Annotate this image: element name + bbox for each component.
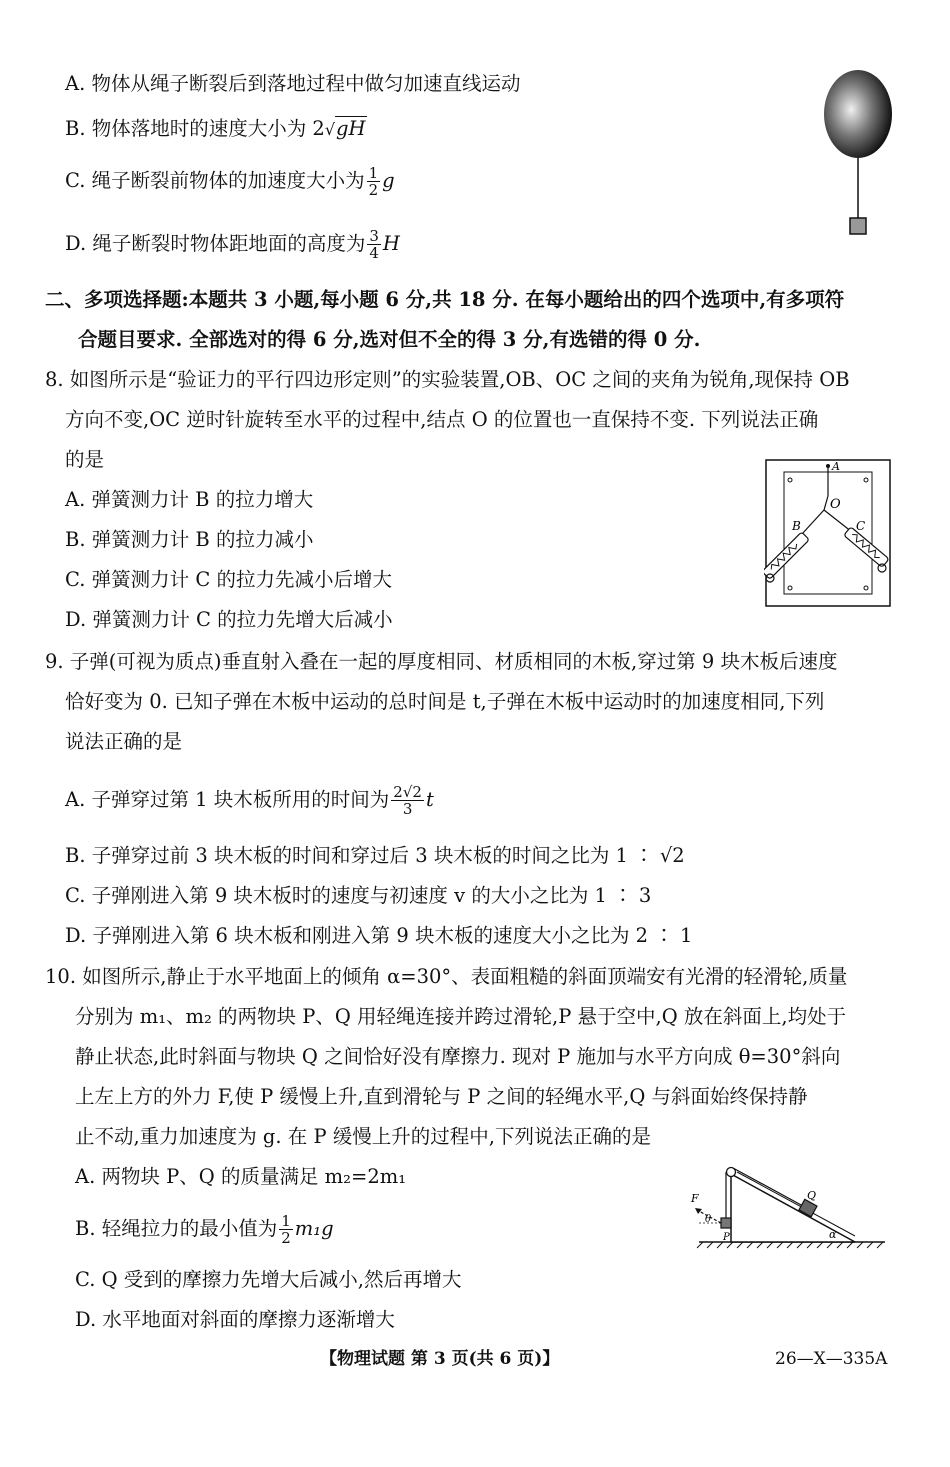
q9-stem-line3: 说法正确的是 [65, 730, 183, 753]
footer-exam-code: 26—X—335A [775, 1349, 888, 1369]
q9-option-a: A. 子弹穿过第 1 块木板所用的时间为 $\frac{2√2}{3}$ t [65, 783, 434, 818]
q8-option-c: C. 弹簧测力计 C 的拉力先减小后增大 [65, 568, 392, 591]
q9-option-b: B. 子弹穿过前 3 块木板的时间和穿过后 3 块木板的时间之比为 1 ∶ √2 [65, 844, 685, 867]
label-q: Q [807, 1189, 817, 1202]
label-alpha: α [829, 1228, 837, 1241]
label-f: F [691, 1192, 699, 1205]
label-theta: θ [705, 1214, 712, 1225]
q8-stem-line3: 的是 [65, 448, 105, 471]
force-board-figure [764, 458, 894, 610]
q7-option-d: D. 绳子断裂时物体距地面的高度为 $\frac{3}{4}$ H [65, 227, 400, 262]
q8-stem-line2: 方向不变,OC 逆时针旋转至水平的过程中,结点 O 的位置也一直保持不变. 下列说法正确 [65, 408, 819, 431]
balloon-figure [820, 68, 900, 240]
label-a: A [832, 460, 840, 473]
q9-option-c: C. 子弹刚进入第 9 块木板时的速度与初速度 v 的大小之比为 1 ∶ 3 [65, 884, 652, 907]
q8-option-d: D. 弹簧测力计 C 的拉力先增大后减小 [65, 608, 393, 631]
label-c: C [856, 519, 866, 533]
q10-option-a: A. 两物块 P、Q 的质量满足 m₂=2m₁ [75, 1165, 407, 1188]
block-p [721, 1218, 731, 1228]
section2-header-line1: 二、多项选择题:本题共 3 小题,每小题 6 分,共 18 分. 在每小题给出的四个选项中,有多项符 [45, 288, 845, 311]
weight-block [850, 218, 866, 234]
q10-stem-line2: 分别为 m₁、m₂ 的两物块 P、Q 用轻绳连接并跨过滑轮,P 悬于空中,Q 放在斜面上,均处于 [75, 1005, 847, 1028]
balloon-shape [824, 70, 892, 158]
q9-option-d: D. 子弹刚进入第 6 块木板和刚进入第 9 块木板的速度大小之比为 2 ∶ 1 [65, 924, 693, 947]
incline-figure [685, 1162, 890, 1252]
footer-page-info: 【物理试题 第 3 页(共 6 页)】 [320, 1349, 560, 1369]
section2-header-line2: 合题目要求. 全部选对的得 6 分,选对但不全的得 3 分,有选错的得 0 分. [78, 328, 701, 351]
force-f-arrowhead [695, 1208, 702, 1214]
q10-stem-line3: 静止状态,此时斜面与物块 Q 之间恰好没有摩擦力. 现对 P 施加与水平方向成 θ=30°斜向 [75, 1045, 841, 1068]
q8-stem-line1: 8. 如图所示是“验证力的平行四边形定则”的实验装置,OB、OC 之间的夹角为锐角,现保持 OB [45, 368, 850, 391]
q8-option-a: A. 弹簧测力计 B 的拉力增大 [65, 488, 314, 511]
q9-stem-line1: 9. 子弹(可视为质点)垂直射入叠在一起的厚度相同、材质相同的木板,穿过第 9 块木板后速度 [45, 650, 838, 673]
label-o: O [830, 497, 841, 512]
q8-option-b: B. 弹簧测力计 B 的拉力减小 [65, 528, 314, 551]
q10-option-b: B. 轻绳拉力的最小值为 $\frac{1}{2}$ m₁g [75, 1212, 334, 1247]
label-b: B [792, 519, 801, 533]
q7-option-c: C. 绳子断裂前物体的加速度大小为 $\frac{1}{2}$ g [65, 164, 395, 199]
q7-option-a: A. 物体从绳子断裂后到落地过程中做匀加速直线运动 [65, 72, 521, 95]
point-a [826, 464, 830, 468]
q10-stem-line1: 10. 如图所示,静止于水平地面上的倾角 α=30°、表面粗糙的斜面顶端安有光滑的轻滑轮,质量 [45, 965, 848, 988]
label-p: P [723, 1232, 730, 1243]
q10-stem-line4: 上左上方的外力 F,使 P 缓慢上升,直到滑轮与 P 之间的轻绳水平,Q 与斜面始终保持静 [75, 1085, 808, 1108]
q10-stem-line5: 止不动,重力加速度为 g. 在 P 缓慢上升的过程中,下列说法正确的是 [75, 1125, 651, 1148]
q10-option-c: C. Q 受到的摩擦力先增大后减小,然后再增大 [75, 1268, 462, 1291]
q9-stem-line2: 恰好变为 0. 已知子弹在木板中运动的总时间是 t,子弹在木板中运动时的加速度相同,下列 [65, 690, 825, 713]
q10-option-d: D. 水平地面对斜面的摩擦力逐渐增大 [75, 1308, 395, 1331]
q7-option-b: B. 物体落地时的速度大小为 2√gH [65, 117, 366, 140]
